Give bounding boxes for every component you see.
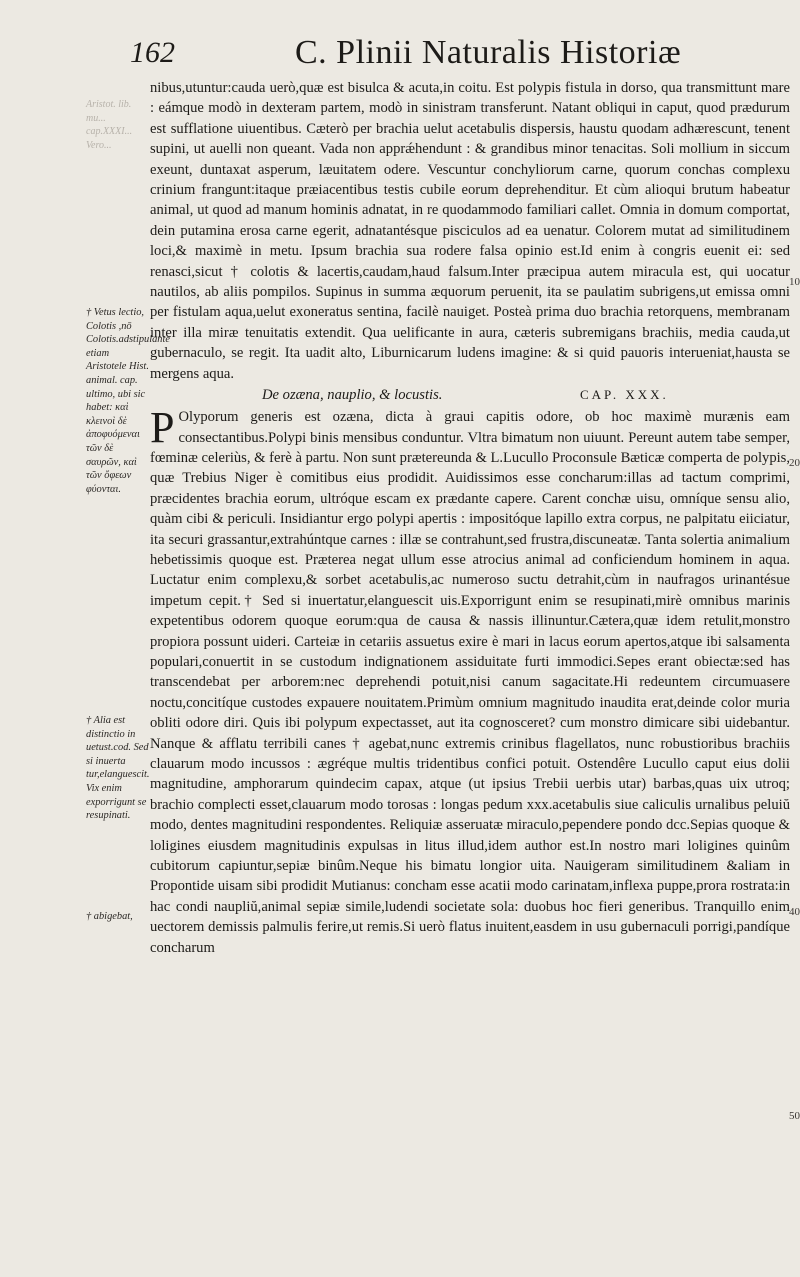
margin-note-abigebat: † abigebat,: [86, 911, 133, 922]
chapter-title: De ozæna, nauplio, & locustis.: [262, 387, 443, 404]
margin-note-alia-distinctio: † Alia est distinctio in uetust.cod. Sed si inuerta tur,elanguescit. Vix enim exporrigunt se resupinati.: [86, 715, 150, 822]
drop-cap: P: [150, 403, 175, 453]
line-number-20: 20: [789, 457, 800, 469]
chapter-number: CAP. XXX.: [580, 387, 669, 403]
line-number-50: 50: [789, 1110, 800, 1122]
paragraph-ozaena-text: Olyporum generis est ozæna, dicta à graui capitis odore, ob hoc maximè murænis eam consectantibus.Polypi binis mensibus conduntur. Vltra bimatum non uiuunt. Pereunt autem tabe semper, fœminæ celeriùs, & ferè à partu. Non sunt prætereunda & L.Lucullo Proconsule Bæticæ comperta de polypis, quæ Trebius Niger è comitibus eius prodidit. Auidissimos esse concharum:illas ad tactum comprimi, præcidentes brachia eorum, ultróque escam ex prædante capere. Carent conchæ uisu, omníque sensu alio, quàm cibi & periculi. Insidiantur ergo polypi apertis : impositóque lapillo extra corpus, ne palpitatu eiiciatur, ita securi grassantur,extrahúntque carnes : illæ se contrahunt,sed frustra,discuneatæ. Tanta solertia animalium hebetissimis quoque est. Præterea negat ullum esse atrocius animal ad conficiendum hominem in aqua. Luctatur enim complexu,& sorbet acetabulis,ac numeroso suctu detrahit,cùm in naufragos urinantésue impetum cepit.† Sed si inuertatur,elanguescit uis.Exporrigunt enim se resupinati,mirè omnibus marinis expetentibus odorem quoque eorum:qua de causa & nassis illinuntur.Cætera,quæ idem retulit,monstro propiora possunt uideri. Carteiæ in cetariis assuetus exire è mari in lacus eorum apertos,atque ibi salsamenta populari,conuertit in se custodum indignationem assiduitate furti immodici.Sepes erant obiectæ:sed has transcendebat per arborem:nec deprehendi potuit,nisi canum sagacitate.Hi redeuntem circumuasere noctu,concitíque custodes expauere nouitatem.Primùm omnium magnitudo inaudita erat,deinde color muria obliti odore diri. Quis ibi polypum expectasset, aut ita cognosceret? cum monstro dimicare sibi uidebantur. Nanque & afflatu terribili canes † agebat,nunc extremis crinibus flagellatos, nunc robustioribus brachiis clauarum modo incussos : ægréque multis tridentibus confici potuit. Ostendêre Lucullo caput eius dolii magnitudine, amphorarum quindecim capax, atque (ut ipsius Trebii uerbis utar) barbas,quas uix utroq; brachio complecti esset,clauarum modo torosas : longas pedum xxx.acetabulis siue caliculis urnalibus peluiŭ modo, dentes magnitudini respondentes. Reliquiæ asseruatæ miraculo,pependere pondo dcc.Sepias quoque & loligines eiusdem magnitudinis expulsas in litus illud,idem author est.In nostro mari loligines quinûm cubitorum capiuntur,sepiæ binûm.Neque his bimatu longior uita. Nauigeram similitudinem &aliam in Propontide uisam sibi prodidit Mutianus: concham esse acatii modo carinatam,inflexa puppe,prora rostrata:in hac condi naupliŭ,animal sepiæ simile,ludendi societate sola: duobus hoc fieri generibus. Tranquillo enim uectorem demissis palmulis ferire,ut remis.Si uerò flatus inuitent,easdem in usu gubernaculi porrigi,pandíque concharum: [150, 409, 790, 956]
bleed-through-margin-text: Aristot. lib. mu... cap.XXXI... Vero...: [86, 99, 133, 151]
paragraph-polypus: nibus,utuntur:cauda uerò,quæ est bisulca & acuta,in coitu. Est polypis fistula in dorso, qua transmittunt mare : eámque modò in dexteram partem, modò in sinistram transferunt. Natant obliqui in caput, quod prædurum est sufflatione uiuentibus. Cæterò per brachia uelut acetabulis dispersis, haustu quodam adhærescunt, tenent supini, ut auelli non queant. Vada non apprǽhendunt : & grandibus minor tenacitas. Soli mollium in siccum exeunt, duntaxat asperum, læuitatem odere. Vescuntur conchyliorum carne, quorum conchas complexu crinium frangunt:itaque præiacentibus testis cubile eorum deprehenditur. Et cùm alioqui brutum habeatur animal, ut quod ad manum hominis adnatat, in re quodammodo familiari callet. Omnia in domum comportat, dein putamina erosa carne egerit, adnatantésque pisciculos ad ea uenatur. Colorem mutat ad similitudinem loci,& maximè in metu. Ipsum brachia sua rodere falsa opinio est.Id enim à congris euenit ei: sed renasci,sicut † colotis & lacertis,caudam,haud falsum.Inter præcipua autem miracula est, qui uocatur nautilos, ab aliis pompilos. Supinus in summa æquorum peruenit, ita se paulatim subrigens,ut emissa omni per fistulam aqua,uelut exoneratus sentina, facilè nauiget. Posteà prima duo brachia retorquens, membranam inter illa miræ tenuitatis extendit. Qua uelificante in aura, cæteris subremigans brachiis, media cauda,ut gubernaculo, se regit. Ita uadit alto, Liburnicarum ludens imagine: & si quid pauoris interueniat,hausta se mergens aqua.: [150, 80, 790, 382]
line-number-40: 40: [789, 906, 800, 918]
paragraph-ozaena: [150, 403, 790, 958]
page-header: [130, 34, 780, 78]
margin-note-vetus-lectio: † Vetus lectio, Colotis ,nō Colotis.adstipulante etiam Aristotele Hist. animal. cap. ultimo, ubi sic habet: καὶ κλεινοὶ δὲ ἀποφυόμεναι τῶν δὲ σαυρῶν, καὶ τῶν ὄφεων φύονται.: [86, 307, 170, 495]
page-number: 162: [130, 36, 175, 69]
running-title: C. Plinii Naturalis Historiæ: [295, 34, 682, 71]
chapter-heading: [150, 385, 790, 405]
line-number-10: 10: [789, 276, 800, 288]
main-text-block: [150, 78, 790, 958]
